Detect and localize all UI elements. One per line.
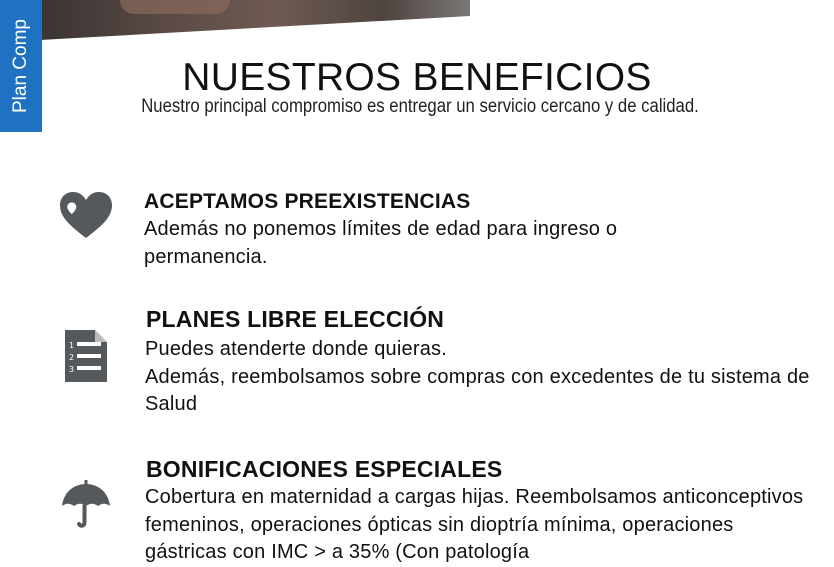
benefit-body-line1: Puedes atenderte donde quieras. [145, 338, 447, 360]
side-tab-label: Plan Comp [10, 19, 31, 113]
svg-text:1: 1 [69, 341, 75, 350]
hero-image [40, 0, 470, 40]
benefit-title: BONIFICACIONES ESPECIALES [146, 456, 503, 482]
benefit-body: Cobertura en maternidad a cargas hijas. Reembolsamos anticonceptivos femeninos, operaciones ópticas sin dioptría mínima, operaciones gástricas con IMC > a 35% (Con patología [145, 486, 804, 563]
hero-photo-detail [120, 0, 230, 14]
umbrella-icon [54, 474, 118, 538]
heart-icon [54, 186, 118, 250]
svg-text:3: 3 [69, 365, 75, 374]
benefit-title: ACEPTAMOS PREEXISTENCIAS [144, 190, 471, 213]
benefit-title: PLANES LIBRE ELECCIÓN [146, 306, 445, 332]
page-title: NUESTROS BENEFICIOS [182, 56, 652, 99]
benefit-body [145, 336, 815, 419]
svg-text:2: 2 [69, 353, 75, 362]
page-subtitle: Nuestro principal compromiso es entregar un servicio cercano y de calidad. [141, 96, 699, 117]
benefit-body-line2: Además, reembolsamos sobre compras con excedentes de tu sistema de Salud [145, 365, 810, 415]
document-list-icon [54, 324, 118, 388]
benefit-body: Además no ponemos límites de edad para ingreso o permanencia. [144, 218, 618, 268]
